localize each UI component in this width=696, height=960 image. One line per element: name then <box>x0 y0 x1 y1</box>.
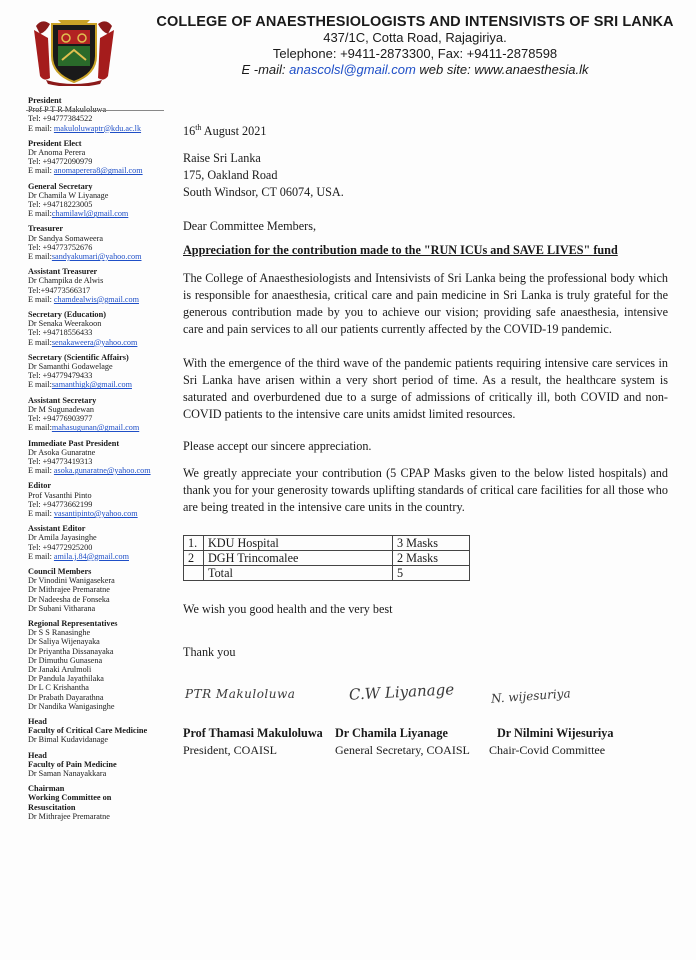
table-cell: 2 Masks <box>393 551 470 566</box>
sidebar-email-row <box>28 552 178 561</box>
email-label: E mail: <box>28 380 52 390</box>
email-label: E mail: <box>28 294 54 304</box>
email-label: E mail: <box>28 166 54 176</box>
sidebar-line: Dr S S Ranasinghe <box>28 628 91 638</box>
table-cell: 5 <box>393 566 470 581</box>
table-cell: KDU Hospital <box>204 536 393 551</box>
sidebar-role: Editor <box>28 481 52 491</box>
sidebar-section <box>28 96 178 133</box>
sidebar-section <box>28 439 178 476</box>
email-prefix: E -mail: <box>241 62 290 77</box>
signatory-name: Dr Nilmini Wijesuriya <box>497 726 614 740</box>
paragraph-3: Please accept our sincere appreciation. <box>183 439 372 453</box>
thank-you: Thank you <box>183 645 236 659</box>
sidebar-line: Tel: +94772925200 <box>28 542 93 552</box>
table-cell: DGH Trincomalee <box>204 551 393 566</box>
sidebar-email-row <box>28 166 178 175</box>
salutation: Dear Committee Members, <box>183 219 317 233</box>
college-email-link[interactable]: anascolsl@gmail.com <box>289 62 416 77</box>
sidebar-section <box>28 396 178 433</box>
sidebar-section <box>28 567 178 613</box>
paragraph-1: The College of Anaesthesiologists and Intensivists of Sri Lanka being the professional body which is responsible for anaesthesia, critical care and pain medicine in Sri Lanka is truly grateful for the generous contribution made by you to achieve our vision; providing safe anaesthesia, intensive care and pain services to all our patients currently affected by the COVID-19 pandemic. <box>183 271 668 336</box>
sidebar-role: Assistant Treasurer <box>28 267 98 277</box>
table-row <box>184 566 470 581</box>
sidebar-email-row <box>28 124 178 133</box>
sidebar-section <box>28 182 178 219</box>
email-label: E mail: <box>28 123 54 133</box>
college-crest-logo <box>28 16 120 86</box>
email-link[interactable]: amila.j.84@gmail.com <box>53 551 129 561</box>
sidebar-line: Tel: +94718223005 <box>28 200 93 210</box>
sidebar-line: Tel: +94718556433 <box>28 328 93 338</box>
paragraph-4: We greatly appreciate your contribution (5 CPAP Masks given to the below listed hospitals) and thank you for your generosity towards uplifting standards of critical care facilities for all those who are being treated in the intensive care units in the country. <box>183 466 668 514</box>
sidebar-line: Dr Dimuthu Gunasena <box>28 655 103 665</box>
sidebar-line: Tel:+94773566317 <box>28 285 91 295</box>
sidebar-section <box>28 310 178 347</box>
sidebar-line: Dr Chamila W Liyanage <box>28 190 109 200</box>
sidebar-line: Dr Prabath Dayarathna <box>28 692 104 702</box>
email-label: E mail: <box>28 508 54 518</box>
masks-table <box>183 535 470 581</box>
college-website-link[interactable]: www.anaesthesia.lk <box>474 62 589 77</box>
email-link[interactable]: chamdealwis@gmail.com <box>53 294 139 304</box>
sidebar-section <box>28 139 178 176</box>
sidebar-email-row <box>28 423 178 432</box>
sidebar-role: Secretary (Education) <box>28 310 106 320</box>
sidebar-section <box>28 224 178 261</box>
sidebar-line: Dr Samanthi Godawelage <box>28 362 113 372</box>
sidebar-section <box>28 481 178 518</box>
email-link[interactable]: sandyakumari@yahoo.com <box>51 252 142 262</box>
sidebar-line: Dr Saman Nanayakkara <box>28 769 107 778</box>
signatory-title: General Secretary, COAISL <box>335 743 470 757</box>
sidebar-line: Dr Amila Jayasinghe <box>28 533 97 543</box>
sidebar-role: Treasurer <box>28 224 64 234</box>
sidebar-line: Prof Vasanthi Pinto <box>28 490 92 500</box>
sidebar-role: President Elect <box>28 138 82 148</box>
table-cell: 2 <box>184 551 204 566</box>
office-bearers-sidebar <box>28 96 178 827</box>
sidebar-section <box>28 524 178 561</box>
sidebar-line: Dr Saliya Wijenayaka <box>28 637 100 647</box>
email-label: E mail: <box>28 337 52 347</box>
sidebar-line: Dr Nadeesha de Fonseka <box>28 594 110 604</box>
sidebar-line: Dr Senaka Weerakoon <box>28 319 102 329</box>
email-link[interactable]: chamilawl@gmail.com <box>51 209 129 219</box>
masks-table-wrap <box>183 535 668 581</box>
recipient-address <box>183 150 668 201</box>
sidebar-line: Dr Mithrajee Premaratne <box>28 811 110 821</box>
sidebar-role: Regional Representatives <box>28 618 118 628</box>
sidebar-email-row <box>28 252 178 261</box>
sidebar-role: Immediate Past President <box>28 438 120 448</box>
sidebar-line: Tel: +94773752676 <box>28 242 93 252</box>
email-link[interactable]: samanthigk@gmail.com <box>51 380 132 390</box>
sidebar-role: President <box>28 96 62 105</box>
email-label: E mail: <box>28 252 52 262</box>
email-label: E mail: <box>28 551 54 561</box>
sidebar-role: Head Faculty of Critical Care Medicine <box>28 716 148 736</box>
sidebar-section <box>28 751 178 779</box>
sidebar-section <box>28 619 178 711</box>
sidebar-line: Tel: +94777384522 <box>28 114 93 124</box>
sidebar-line: Dr Vinodini Wanigasekera <box>28 576 115 586</box>
email-link[interactable]: vasantipinto@yahoo.com <box>53 508 138 518</box>
email-label: E mail: <box>28 423 52 433</box>
sidebar-line: Dr Champika de Alwis <box>28 276 104 286</box>
closing-wish: We wish you good health and the very best <box>183 602 393 616</box>
sidebar-line: Dr Asoka Gunaratne <box>28 447 96 457</box>
email-label: E mail: <box>28 466 54 476</box>
signature-makuloluwa: PTR Makuloluwa <box>185 687 296 701</box>
sidebar-email-row <box>28 466 178 475</box>
subject-line: Appreciation for the contribution made to the "RUN ICUs and SAVE LIVES" fund <box>183 243 618 257</box>
signatory-title: President, COAISL <box>183 743 277 757</box>
signature-wijesuriya: N. wijesuriya <box>490 686 572 706</box>
signature-liyanage: C.W Liyanage <box>348 680 455 704</box>
sidebar-line: Dr Anoma Perera <box>28 148 86 158</box>
sidebar-role: Chairman Working Committee on Resuscitation <box>28 784 112 812</box>
college-address: 437/1C, Cotta Road, Rajagiriya. <box>323 30 507 45</box>
signatory-2 <box>335 725 495 759</box>
table-row <box>184 536 470 551</box>
sidebar-role: Secretary (Scientific Affairs) <box>28 352 129 362</box>
email-link[interactable]: makuloluwaptr@kdu.ac.lk <box>53 123 142 133</box>
table-cell <box>184 566 204 581</box>
sidebar-line: Dr Subani Vitharana <box>28 603 96 613</box>
sidebar-email-row <box>28 209 178 218</box>
sidebar-email-row <box>28 338 178 347</box>
sidebar-line: Dr Mithrajee Premaratne <box>28 585 110 595</box>
sidebar-line: Tel: +94773662199 <box>28 499 93 509</box>
sidebar-role: Council Members <box>28 566 92 576</box>
sidebar-role: Head Faculty of Pain Medicine <box>28 750 117 769</box>
recipient-line: Raise Sri Lanka <box>183 151 261 165</box>
college-contact-line <box>150 62 680 78</box>
letter-date: 16th August 2021 <box>183 123 267 139</box>
table-cell: 1. <box>184 536 204 551</box>
sidebar-line: Tel: +94772090979 <box>28 157 93 167</box>
paragraph-2: With the emergence of the third wave of the pandemic patients requiring intensive care services in Sri Lanka have arisen within a very short period of time. As a result, the healthcare system is saturated and overburdened due to a surge of admissions of critically ill, both COVID and non-COVID patients to the intensive care units amidst limited resources. <box>183 356 668 421</box>
sidebar-section <box>28 717 178 745</box>
sidebar-section <box>28 353 178 390</box>
email-link[interactable]: asoka.gunaratne@yahoo.com <box>53 466 151 476</box>
sidebar-line: Dr Sandya Somaweera <box>28 233 104 243</box>
table-row <box>184 551 470 566</box>
sidebar-line: Tel: +94773419313 <box>28 456 93 466</box>
sidebar-section <box>28 267 178 304</box>
email-link[interactable]: anomaperera8@gmail.com <box>53 166 143 176</box>
sidebar-line: Dr Priyantha Dissanayaka <box>28 646 114 656</box>
sidebar-email-row <box>28 380 178 389</box>
signatory-name: Dr Chamila Liyanage <box>335 726 448 740</box>
sidebar-email-row <box>28 509 178 518</box>
sidebar-role: General Secretary <box>28 181 93 191</box>
table-cell: Total <box>204 566 393 581</box>
college-name: COLLEGE OF ANAESTHESIOLOGISTS AND INTENSIVISTS OF SRI LANKA <box>156 14 674 30</box>
table-cell: 3 Masks <box>393 536 470 551</box>
email-link[interactable]: senakaweera@yahoo.com <box>51 337 138 347</box>
recipient-line: South Windsor, CT 06074, USA. <box>183 185 344 199</box>
sidebar-line: Tel: +94776903977 <box>28 414 93 424</box>
web-prefix: web site: <box>415 62 475 77</box>
college-phone: Telephone: +9411-2873300, Fax: +9411-2878598 <box>272 46 558 61</box>
sidebar-line: Dr Bimal Kudavidanage <box>28 735 109 745</box>
signatory-name: Prof Thamasi Makuloluwa <box>183 726 323 740</box>
signatory-3 <box>489 725 659 759</box>
sidebar-line: Dr L C Krishantha <box>28 683 89 693</box>
sidebar-role: Assistant Editor <box>28 524 86 534</box>
letterhead <box>150 14 680 78</box>
sidebar-line: Dr Janaki Arulmoli <box>28 664 92 674</box>
signatory-title: Chair-Covid Committee <box>489 743 606 757</box>
sidebar-line: Tel: +94779479433 <box>28 371 93 381</box>
sidebar-rule <box>26 110 164 111</box>
sidebar-line: Dr Pandula Jayathilaka <box>28 674 104 684</box>
sidebar-role: Assistant Secretary <box>28 395 97 405</box>
recipient-line: 175, Oakland Road <box>183 168 278 182</box>
email-label: E mail: <box>28 209 52 219</box>
sidebar-line: Dr M Sugunadewan <box>28 404 94 414</box>
sidebar-line: Dr Nandika Wanigasinghe <box>28 701 115 711</box>
email-link[interactable]: mahasugunan@gmail.com <box>51 423 140 433</box>
sidebar-email-row <box>28 295 178 304</box>
sidebar-section <box>28 784 178 821</box>
